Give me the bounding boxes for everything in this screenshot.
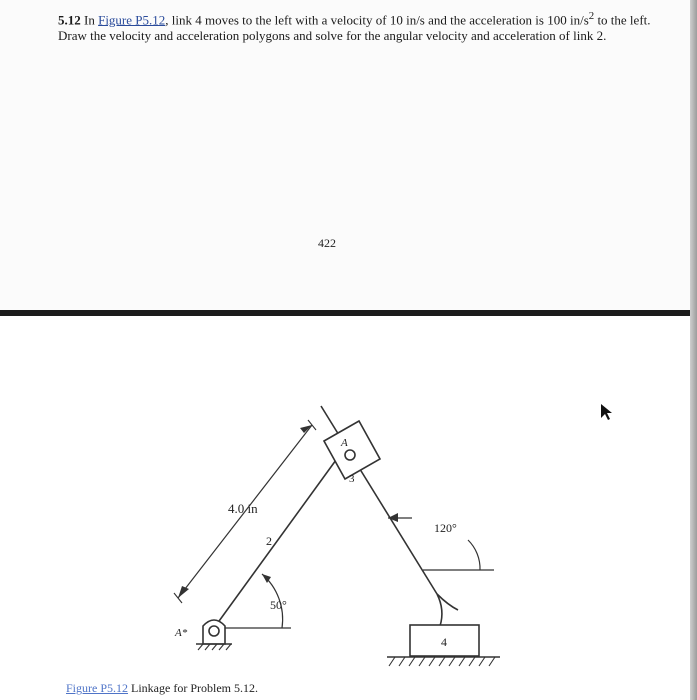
pivot-pin — [209, 626, 219, 636]
problem-end: to the left. Draw the velocity and acceleration polygons and solve for the angular velocity and acceleration of link 2. — [58, 12, 651, 44]
dimension-arrow-left — [178, 586, 189, 598]
angle-arc-120 — [468, 540, 480, 570]
angle-120-label: 120° — [434, 521, 457, 535]
window-right-edge — [690, 0, 697, 700]
caption-figure-link[interactable]: Figure P5.12 — [66, 681, 129, 695]
mouse-cursor-icon — [600, 403, 614, 421]
angle-50-label: 50° — [270, 598, 287, 612]
dimension-label: 4.0 in — [228, 501, 258, 516]
slider-pin — [345, 450, 355, 460]
caption-text: Linkage for Problem 5.12. — [128, 681, 258, 695]
problem-statement — [58, 8, 658, 44]
point-a-label: A — [341, 437, 348, 449]
link-4-label: 4 — [441, 635, 447, 649]
link-2-label: 2 — [266, 534, 272, 548]
problem-intro: In — [84, 12, 99, 28]
pivot-a-star-label: A* — [175, 627, 188, 639]
page-number: 422 — [318, 236, 336, 250]
problem-body: , link 4 moves to the left with a velocity of 10 in/s and the acceleration is 100 in/s — [165, 12, 589, 28]
previous-page-region — [0, 0, 697, 310]
problem-number: 5.12 — [58, 12, 81, 28]
link-3-label: 3 — [349, 473, 355, 485]
figure-caption — [66, 681, 258, 696]
figure-link[interactable]: Figure P5.12 — [98, 12, 166, 28]
linkage-figure — [0, 316, 690, 680]
acceleration-exponent: 2 — [588, 10, 595, 22]
